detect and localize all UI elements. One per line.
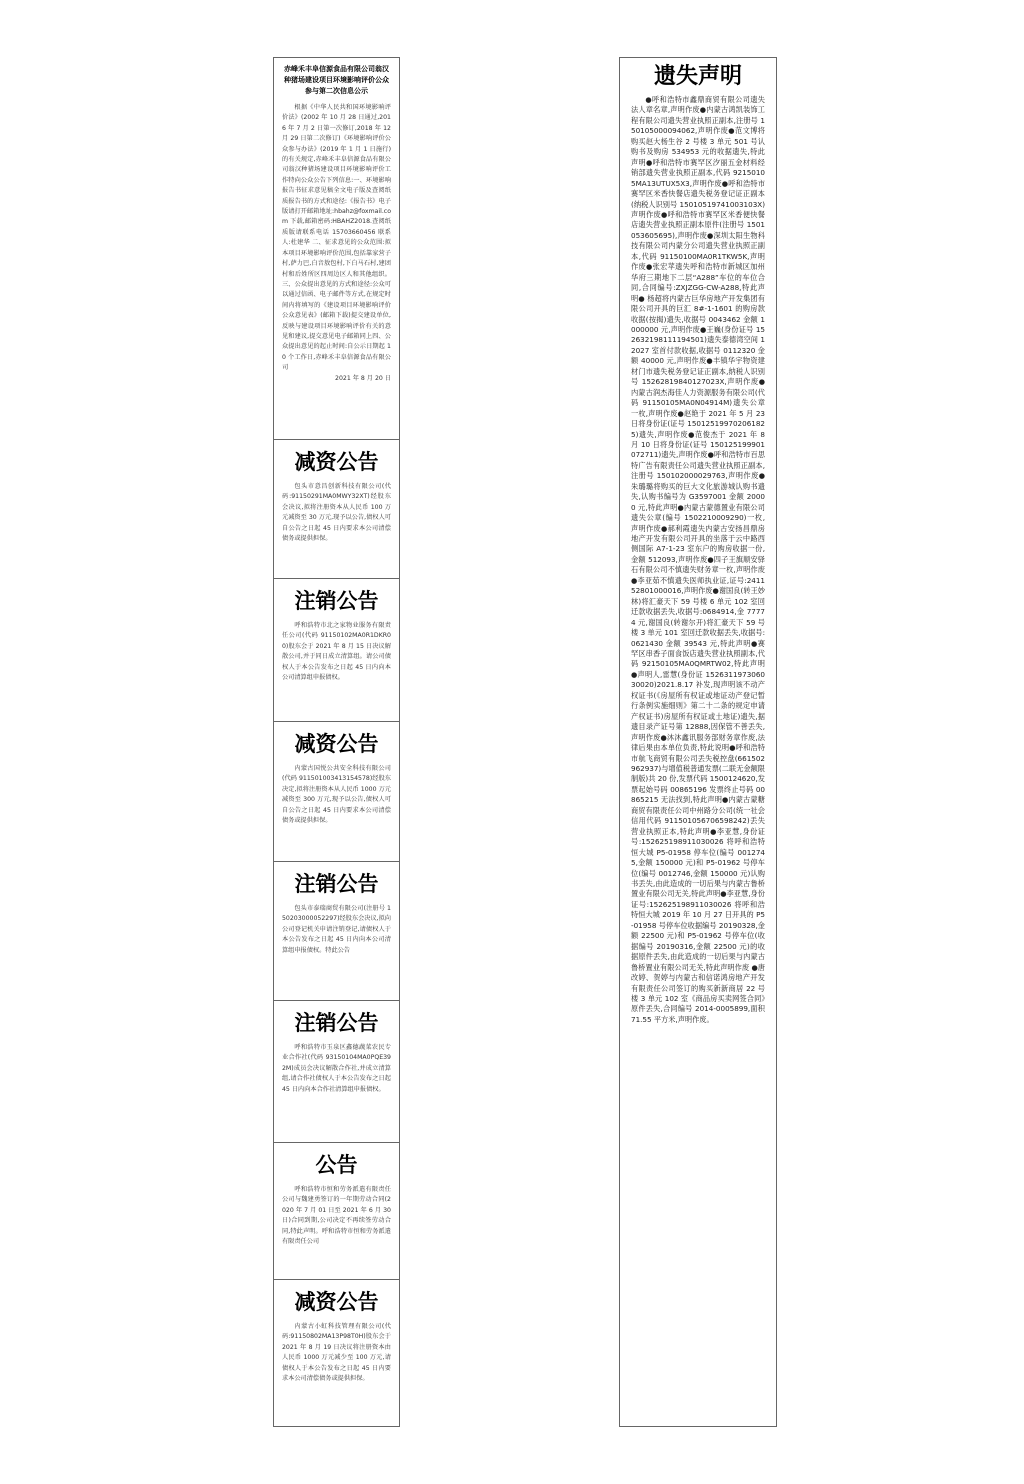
notice-2	[274, 440, 399, 579]
notice-8	[274, 1280, 399, 1428]
notice-title: 减资公告	[294, 732, 379, 756]
notice-title: 减资公告	[294, 1290, 379, 1314]
notice-title: 注销公告	[294, 589, 379, 613]
notice-4	[274, 722, 399, 862]
notice-1	[274, 58, 399, 440]
right-notice-column	[619, 57, 777, 1427]
lost-statement-title: 遗失声明	[653, 64, 742, 89]
notice-body: 内蒙古小虹科技管理有限公司(代码:91150802MA13P98T0H)股东会于 2021 年 8 月 19 日决议将注册资本由人民币 1000 万元减少至 100 万元,请债权人于本公告发布之日起 45 日内要求本公司清偿债务或提供担保。	[282, 1323, 391, 1383]
notice-6	[274, 1001, 399, 1143]
notice-title: 减资公告	[294, 450, 379, 474]
notice-body: 内蒙古国悦公共安全科技有限公司(代码 911501003413154578)经股东决定,拟将注册资本从人民币 1000 万元减资至 300 万元,现予以公告,债权人可自公告之日起 45 日内要求本公司清偿债务或提供担保。	[282, 765, 391, 825]
notice-body: 根据《中华人民共和国环境影响评价法》(2002 年 10 月 28 日通过,2016 年 7 月 2 日第一次修订,2018 年 12 月 29 日第二次修订)《环境影响评价公众参与办法》(2019 年 1 月 1 日施行)的有关规定,赤峰禾丰阜信源食品有限公司翁汉种猪场建设项目环境影响评价工作特向公众公告下列信息:一、环境影响报告书征求意见稿全文电子版及查阅纸质报告书的方式和途径:《报告书》电子版请打开邮箱地址:hbahz@foxmail.com 下载,邮箱密码:HBAHZ2018.查阅纸质版请联系电话 15703660456 联系人:杜建华 二、征求意见的公众范围:拟本项目环境影响评价范围,包括靠家营子村,萨力巴,白音敖包村,下白马石村,建团村和后姓所区四周边区人和其他组织。三、公众提出意见的方式和途径:公众可以通过信函、电子邮件等方式,在规定时间内将填写的《建设项目环境影响评价公众意见表》(邮箱下载)提交建设单位,反映与建设项目环境影响评价有关的意见和建议,提交意见电子邮箱同上四、公众提出意见的起止时间:自公示日期起 10 个工作日,赤峰禾丰阜信源食品有限公司	[282, 104, 391, 372]
notice-body: 呼和浩特市玉泉区鑫德蔬菜农民专业合作社(代码 93150104MA0PQE392M)成员会决议解散合作社,并成立清算组,请合作社债权人于本公告发布之日起 45 日内向本合作社清算组申报债权。	[282, 1044, 391, 1093]
lost-statement-body: ●呼和浩特市鑫鼎商贸有限公司遗失法人章名章,声明作废●内蒙古鸿凯装饰工程有限公司遗失营业执照正副本,注册号 150105000094062,声明作废●范文博将购买赵大杨生谷 2 号楼 3 单元 501 号认购书及购房 534953 元的收据遗失,特此声明●呼和浩特市赛罕区汐丽五金材料经销部遗失营业执照正副本,代码 92150105MA13UTUX5X3,声明作废●呼和浩特市赛罕区米香快餐店遗失税务登记证正副本(纳税人识别号 15010519741003103X)声明作废●呼和浩特市赛罕区米香便快餐店遗失营业执照正副本原件(注册号 1501053605695),声明作废●深圳太阳生物科技有限公司内蒙分公司遗失营业执照正副本,代码 91150100MA0R1TKW5K,声明作废●张宏苹遗失呼和浩特市新城区加州华府三期地下二层“A288”车位的车位合同,合同编号:ZXJZGG-CW-A288,特此声明● 杨超将内蒙古巨华房地产开发集团有限公司开具的巨汇 8#-1-1601 的购房款收据(按揭)遗失,收据号 0043462 金额 1000000 元,声明作废●王巍(身份证号 152632198111194501)遗失泰德湾空间 12027 室首付款收据,收据号 0112320 金额 40000 元,声明作废●丰镇华宇物资建材门市遗失税务登记证正副本,纳税人识别号 152628198401270​23X,声明作废●内蒙古润杰海佳人力资源服务有限公司(代码 91150105MA0N04914M)遗失公章一枚,声明作废●赵艳于 2021 年 5 月 23 日将身份证(证号 150125199702061825)遗失,声明作废●范俊杰于 2021 年 8 月 10 日将身份证(证号 150125199901072711)遗失,声明作废●呼和浩特市百思特广告有限责任公司遗失营业执照正副本,注册号 150102000029763,声明作废●朱璐璐将购买的巨大文化旅游城认购书遗失,认购书编号为 G3597001 金额 20000 元,特此声明●内蒙古蒙德置业有限公司遗失公章(编号 1502210009290)一枚,声明作废●郝利霞遗失内蒙古安扬昌鼎房地产开发有限公司开具的坐落于云中路西侧国际 A7-1-23 室东户的购房收据一份,金额 512093,声明作废●四子王旗顺安驿石有限公司不慎遗失财务章一枚,声明作废●李亚茹不慎遗失医师执业证,证号:241152801000016,声明作废●谢国良(转王妙林)将汇豪天下 59 号楼 6 单元 102 室回迁款收据丢失,收据号:0684914,金 77774 元,谢国良(转谢尔开)将汇豪天下 59 号楼 3 单元 101 室回迁款收据丢失,收据号:0621430 金额 39543 元,特此声明●赛罕区串香子面食饭店遗失营业执照副本,代码 92150105MA0QMRTW02,特此声明●声明人,雷慧(身份证 152631197306030020)2021.8.17 补发,现声明该不动产权证书(《房屋所有权证或地证动产登记暂行条例实施细则》第二十二条的规定申请产权证书)房屋所有权证或土地证)遗失,据遗目录产证号第 12888,因保管不善丢失,声明作废●沐沐鑫讯服务部财务章作废,法律后果由本单位负责,特此说明●呼和浩特市航飞商贸有限公司丢失税控盘(661502962937)与增值税普通发票(二联无金额限制版)共 20 份,发票代码 1500124620,发票起始号码 00865196 发票终止号码 00865215 无法找到,特此声明●内蒙古蒙糖商贸有限责任公司中州路分公司(统一社会信用代码 91150105670659824​2)丢失营业执照正本,特此声明●李亚慧,身份证号:152625198911030026 将呼和浩特恒大城 P5-01958 停车位(编号 0012745,金额 150000 元)和 P5-01962 号停车位(编号 0012746,金额 150000 元)认购书丢失,由此造成的一切后果与内蒙古鲁桥置业有限公司无关,特此声明●李亚慧,身份证号:152625198911030026 将呼和浩特恒大城 2019 年 10 月 27 日开具的 P5-01958 号停车位收据编号 20190328,金额 22500 元)和 P5-01962 号停车位(收据编号 20190316,金额 22500 元)的收据原件丢失,由此造成的一切后果与内蒙古鲁桥置业有限公司无关,特此声明作废 ●唐改婷、贺婷与内蒙古和信诺鸿房地产开发有限责任公司签订的购买新新商居 22 号楼 3 单元 102 室《商品房买卖网签合同》原件丢失,合同编号 2014-0005899,面积 71.55 平方米,声明作废。	[631, 95, 765, 1024]
notice-7	[274, 1143, 399, 1280]
notice-body: 呼和浩特市恒和劳务派遣有限责任公司与魏建勇签订的一年期劳动合同(2020 年 7 月 01 日至 2021 年 6 月 30 日)合同到期,公司决定不再续签劳动合同,特此声明。呼和浩特市恒和劳务派遣有限责任公司	[282, 1186, 391, 1246]
notice-5	[274, 862, 399, 1001]
notice-body: 包头市意昌创新科技有限公司(代码:91150291MA0MWY32XT)经股东会决议,拟将注册资本从人民币 100 万元减资至 30 万元,现予以公告,债权人可自公告之日起 45 日内要求本公司清偿债务或提供担保。	[282, 483, 391, 543]
notice-title: 注销公告	[294, 1011, 379, 1035]
left-notice-column	[273, 57, 400, 1427]
notice-title: 公告	[315, 1153, 358, 1177]
notice-3	[274, 579, 399, 722]
notice-title: 赤峰禾丰阜信源食品有限公司翁汉种猪场建设项目环境影响评价公众参与第二次信息公示	[284, 65, 389, 95]
notice-date: 2021 年 8 月 20 日	[335, 374, 391, 382]
notice-body: 包头市泰瑞商贸有限公司(注册号 150203000052297)经股东会决议,拟向公司登记机关申请注销登记,请债权人于本公告发布之日起 45 日内向本公司清算组申报债权。特此公告	[282, 905, 391, 954]
notice-body: 呼和浩特市北之家物业服务有限责任公司(代码 91150102MA0R1DKR00)股东会于 2021 年 8 月 15 日决议解散公司,并于同日成立清算组。请公司债权人于本公告发布之日起 45 日内向本公司清算组申报债权。	[282, 622, 391, 682]
notice-title: 注销公告	[294, 872, 379, 896]
lost-statement-block	[620, 62, 776, 1025]
